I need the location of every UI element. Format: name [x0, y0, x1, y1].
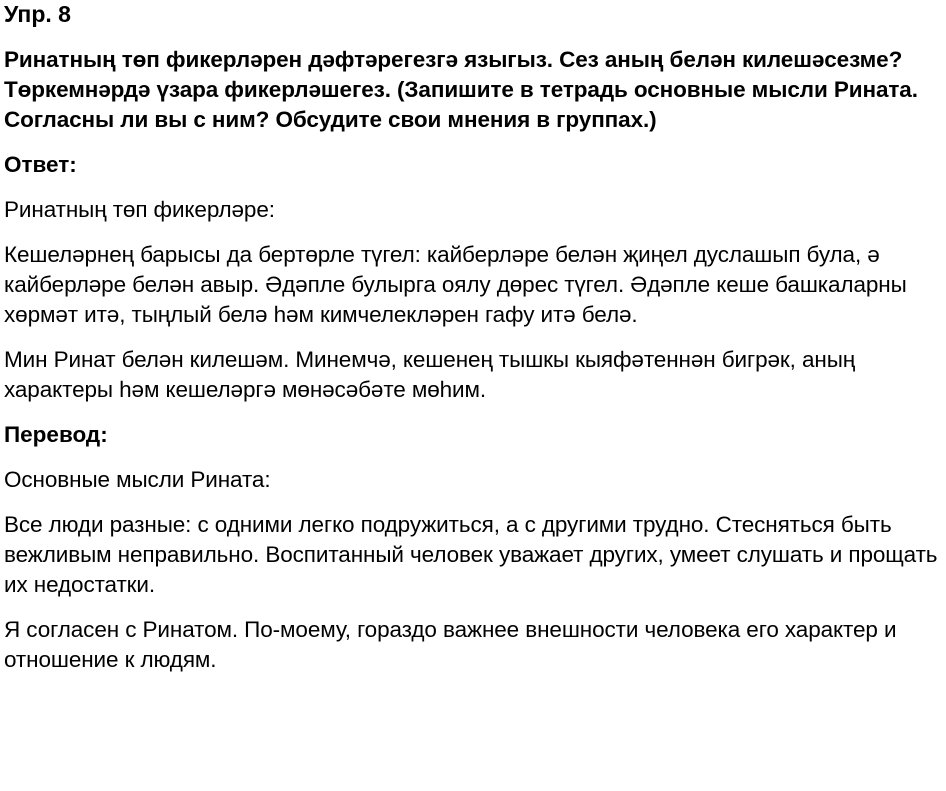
exercise-title: Упр. 8 — [4, 1, 71, 27]
exercise-task: Ринатның төп фикерләрен дәфтәрегезгә языгыз. Сез аның белән килешәсезме? Төркемнәрдә үзара фикерләшегез. (Запишите в тетрадь основные мысли Рината. Согласны ли вы с ним? Обсудите свои мнения в группах.) — [4, 47, 918, 132]
translation-heading: Перевод: — [4, 422, 108, 447]
answer-intro: Ринатның төп фикерләре: — [4, 197, 275, 222]
translation-paragraph-1: Все люди разные: с одними легко подружиться, а с другими трудно. Стесняться быть вежливым неправильно. Воспитанный человек уважает других, умеет слушать и прощать их недостатки. — [4, 512, 938, 597]
translation-paragraph-2: Я согласен с Ринатом. По-моему, гораздо важнее внешности человека его характер и отношение к людям. — [4, 617, 897, 672]
answer-paragraph-2: Мин Ринат белән килешәм. Минемчә, кешенең тышкы кыяфәтеннән бигрәк, аның характеры һәм кешеләргә мөнәсәбәте мөһим. — [4, 347, 856, 402]
translation-intro: Основные мысли Рината: — [4, 467, 271, 492]
answer-paragraph-1: Кешеләрнең барысы да бертөрле түгел: кайберләре белән җиңел дуслашып була, ә кайберләре белән авыр. Әдәпле булырга оялу дөрес түгел. Әдәпле кеше башкаларны хөрмәт итә, тыңлый белә һәм кимчелекләрен гафу итә белә. — [4, 242, 907, 327]
answer-heading: Ответ: — [4, 152, 77, 177]
